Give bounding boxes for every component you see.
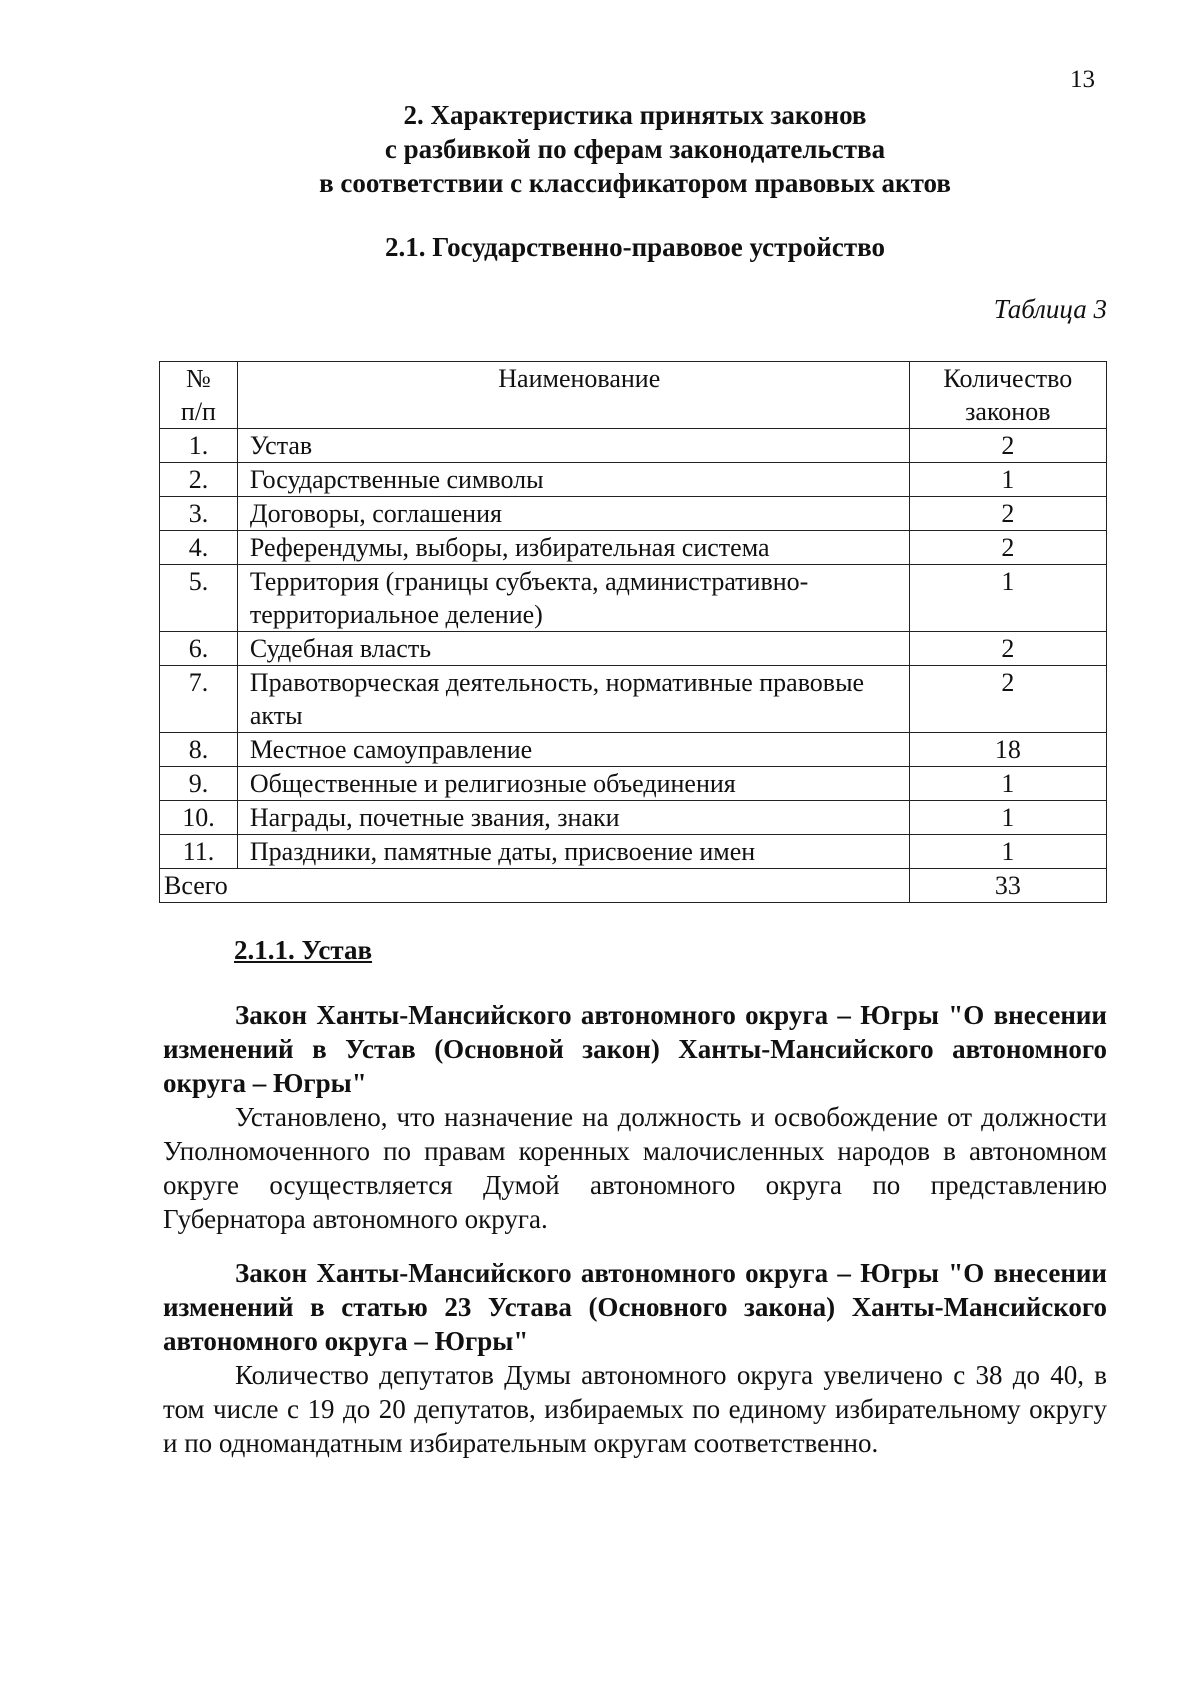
law-title: Закон Ханты-Мансийского автономного округа – Югры "О внесении изменений в Устав (Основной закон) Ханты-Мансийского автономного округа – Югры": [163, 1000, 1107, 1098]
table-row: [160, 463, 1107, 497]
row-count: 2: [909, 666, 1106, 733]
row-num: 6.: [160, 632, 238, 666]
law-entry: [163, 1256, 1107, 1460]
table-caption: Таблица 3: [993, 294, 1107, 324]
row-count: 2: [909, 429, 1106, 463]
row-count: 1: [909, 801, 1106, 835]
table-row: [160, 632, 1107, 666]
total-count: 33: [909, 869, 1106, 903]
laws-table: [159, 361, 1107, 903]
row-name: Судебная власть: [237, 632, 909, 666]
heading-line-2: с разбивкой по сферам законодательства: [384, 134, 886, 164]
header-count-line-1: Количество: [943, 364, 1073, 393]
row-num: 4.: [160, 531, 238, 565]
table-row: [160, 666, 1107, 733]
law-entry: [163, 998, 1107, 1236]
row-name: Референдумы, выборы, избирательная система: [237, 531, 909, 565]
table-total-row: [160, 869, 1107, 903]
table-row: [160, 733, 1107, 767]
table-header-row: [160, 362, 1107, 429]
row-num: 1.: [160, 429, 238, 463]
heading-line-3: в соответствии с классификатором правовых актов: [319, 168, 951, 198]
law-text: Количество депутатов Думы автономного округа увеличено с 38 до 40, в том числе с 19 до 20 депутатов, избираемых по единому избирательному округу и по одномандатным избирательным округам соответственно.: [163, 1360, 1107, 1458]
law-text: Установлено, что назначение на должность и освобождение от должности Уполномоченного по правам коренных малочисленных народов в автономном округе осуществляется Думой автономного округа по представлению Губернатора автономного округа.: [163, 1102, 1107, 1234]
row-count: 2: [909, 531, 1106, 565]
header-name: Наименование: [237, 362, 909, 429]
table-row: [160, 835, 1107, 869]
header-num-line-1: №: [186, 364, 211, 393]
row-name: Награды, почетные звания, знаки: [237, 801, 909, 835]
row-num: 3.: [160, 497, 238, 531]
row-name: Государственные символы: [237, 463, 909, 497]
table-row: [160, 497, 1107, 531]
row-name: Устав: [237, 429, 909, 463]
row-count: 1: [909, 835, 1106, 869]
row-num: 5.: [160, 565, 238, 632]
header-num-line-2: п/п: [180, 397, 216, 426]
row-num: 2.: [160, 463, 238, 497]
law-title: Закон Ханты-Мансийского автономного округа – Югры "О внесении изменений в статью 23 Устава (Основного закона) Ханты-Мансийского автономного округа – Югры": [163, 1258, 1107, 1356]
table-row: [160, 565, 1107, 632]
row-num: 10.: [160, 801, 238, 835]
row-name: Общественные и религиозные объединения: [237, 767, 909, 801]
table-row: [160, 429, 1107, 463]
total-label: Всего: [160, 869, 910, 903]
row-count: 2: [909, 497, 1106, 531]
row-num: 11.: [160, 835, 238, 869]
row-name: Местное самоуправление: [237, 733, 909, 767]
row-num: 9.: [160, 767, 238, 801]
header-count: [909, 362, 1106, 429]
page-number: 13: [1070, 66, 1095, 93]
row-count: 2: [909, 632, 1106, 666]
header-num: [160, 362, 238, 429]
section-subheading: 2.1. Государственно-правовое устройство: [385, 232, 885, 262]
table-row: [160, 531, 1107, 565]
row-count: 1: [909, 565, 1106, 632]
table-row: [160, 767, 1107, 801]
row-count: 1: [909, 767, 1106, 801]
row-name: Территория (границы субъекта, административно-территориальное деление): [237, 565, 909, 632]
row-num: 7.: [160, 666, 238, 733]
row-name: Праздники, памятные даты, присвоение имен: [237, 835, 909, 869]
row-count: 18: [909, 733, 1106, 767]
document-heading: [160, 98, 1110, 200]
row-num: 8.: [160, 733, 238, 767]
row-count: 1: [909, 463, 1106, 497]
table-row: [160, 801, 1107, 835]
row-name: Договоры, соглашения: [237, 497, 909, 531]
section-title: 2.1.1. Устав: [234, 935, 373, 965]
heading-line-1: 2. Характеристика принятых законов: [403, 100, 867, 130]
row-name: Правотворческая деятельность, нормативные правовые акты: [237, 666, 909, 733]
header-count-line-2: законов: [965, 397, 1051, 426]
